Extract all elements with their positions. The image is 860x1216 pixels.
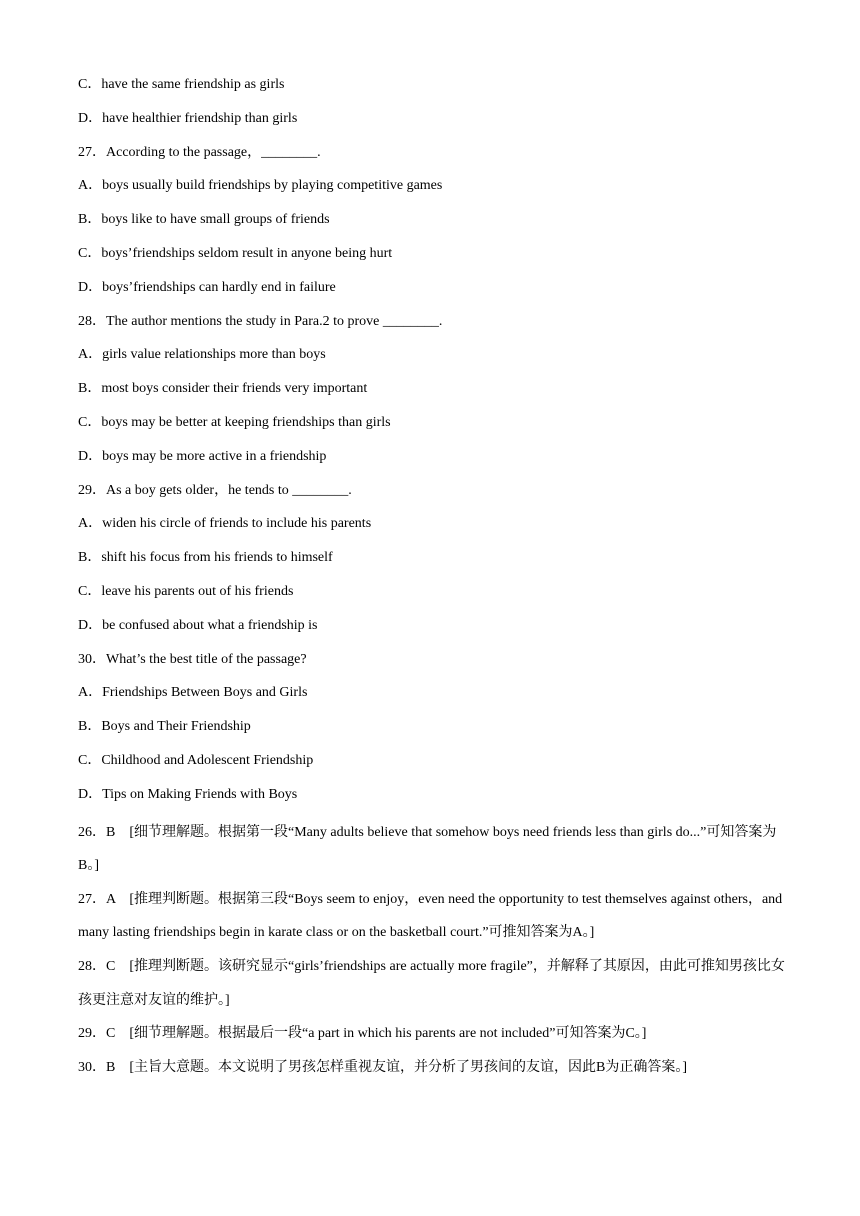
question-30: 30．What’s the best title of the passage?	[78, 651, 307, 667]
option-a-q28: A．girls value relationships more than boys	[78, 347, 326, 363]
option-c-q30: C．Childhood and Adolescent Friendship	[78, 752, 314, 768]
option-d-q30: D．Tips on Making Friends with Boys	[78, 786, 298, 802]
option-b-q28: B．most boys consider their friends very important	[78, 381, 368, 397]
option-c-q27: C．boys’friendships seldom result in anyone being hurt	[78, 245, 393, 261]
answer-29: 29．C [细节理解题。根据最后一段“a part in which his parents are not included”可知答案为C。]	[78, 1026, 647, 1042]
question-28: 28．The author mentions the study in Para.2 to prove ________.	[78, 313, 443, 329]
answer-30: 30．B [主旨大意题。本文说明了男孩怎样重视友谊，并分析了男孩间的友谊，因此B为正确答案。]	[78, 1059, 687, 1075]
option-c-q28: C．boys may be better at keeping friendships than girls	[78, 414, 391, 430]
option-b-q29: B．shift his focus from his friends to himself	[78, 550, 333, 566]
option-c-q29: C．leave his parents out of his friends	[78, 583, 294, 599]
option-b-q27: B．boys like to have small groups of friends	[78, 212, 330, 228]
answer-27: 27．A [推理判断题。根据第三段“Boys seem to enjoy，even need the opportunity to test themselves against others，and many lasting friendships begin in karate class or on the basketball court.”可推知答案为A。]	[78, 891, 783, 941]
option-d-q26: D．have healthier friendship than girls	[78, 110, 298, 126]
answer-26: 26．B [细节理解题。根据第一段“Many adults believe that somehow boys need friends less than girls do...”可知答案为B。]	[78, 824, 777, 874]
option-c-q26: C．have the same friendship as girls	[78, 77, 285, 92]
option-b-q30: B．Boys and Their Friendship	[78, 719, 251, 735]
option-d-q27: D．boys’friendships can hardly end in failure	[78, 279, 336, 295]
answer-28: 28．C [推理判断题。该研究显示“girls’friendships are actually more fragile”，并解释了其原因，由此可推知男孩比女孩更注意对友谊的维护。]	[78, 958, 785, 1008]
option-a-q27: A．boys usually build friendships by playing competitive games	[78, 178, 443, 194]
option-d-q29: D．be confused about what a friendship is	[78, 617, 318, 633]
question-27: 27．According to the passage，________.	[78, 144, 321, 160]
option-d-q28: D．boys may be more active in a friendship	[78, 448, 327, 464]
option-a-q30: A．Friendships Between Boys and Girls	[78, 685, 308, 701]
option-a-q29: A．widen his circle of friends to include his parents	[78, 516, 372, 532]
document-page	[78, 72, 790, 1084]
question-29: 29．As a boy gets older，he tends to ________.	[78, 482, 352, 498]
